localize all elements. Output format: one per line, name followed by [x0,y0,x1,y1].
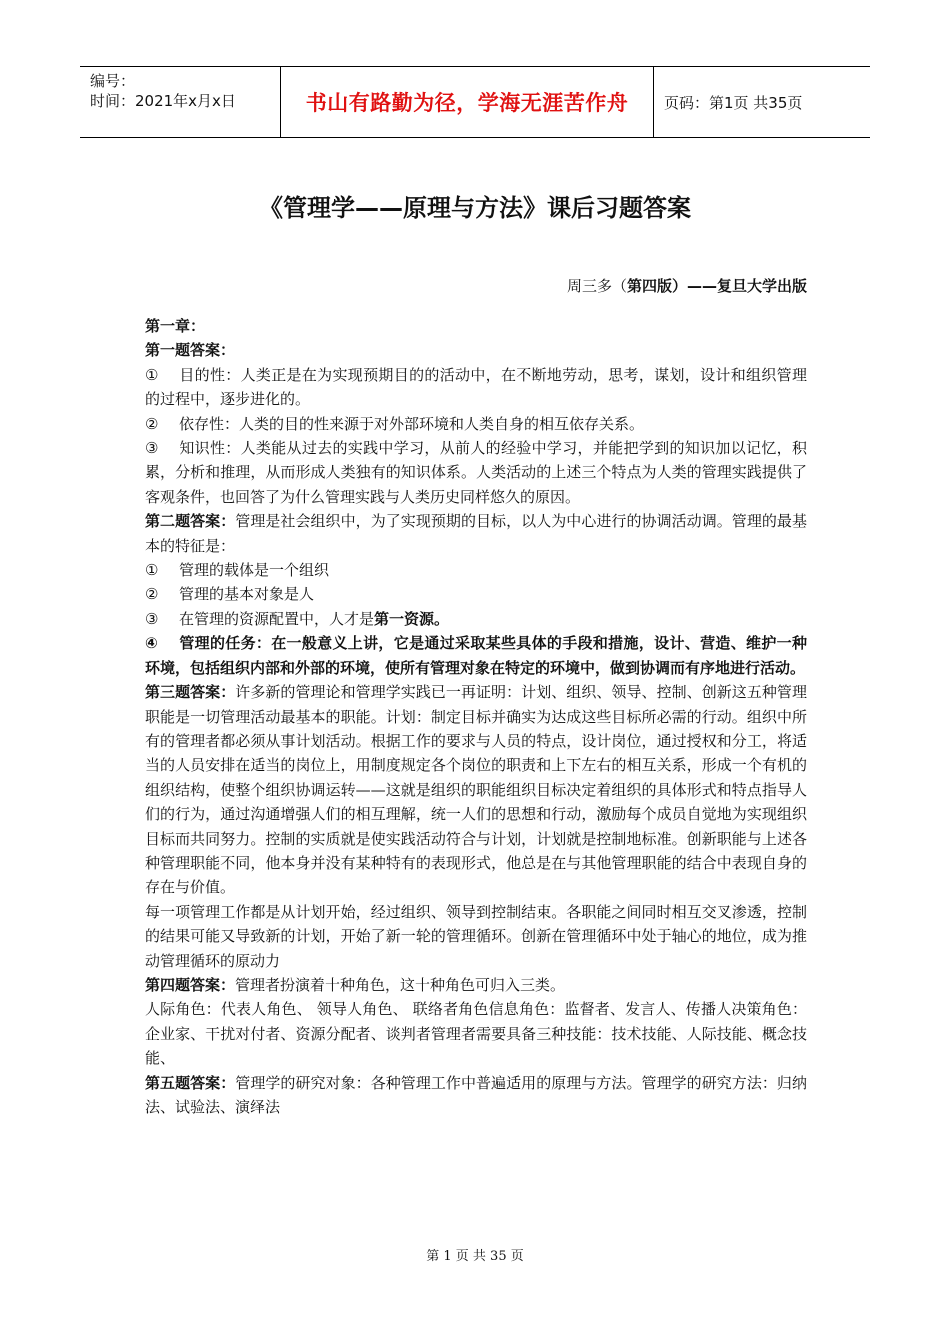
q2-item-4-text: 管理的任务：在一般意义上讲，它是通过采取某些具体的手段和措施，设计、营造、维护一种环境，包括组织内部和外部的环境，使所有管理对象在特定的环境中，做到协调而有序地进行活动。 [145,634,807,677]
chapter-heading: 第一章： [145,317,206,335]
q3-paragraph [145,680,807,900]
q4-label: 第四题答案： [145,975,236,994]
header-table [80,66,870,138]
q2-label: 第二题答案： [145,512,236,531]
q1-item-1-text: 目的性：人类正是在为实现预期目的的活动中，在不断地劳动，思考，谋划，设计和组织管理的过程中，逐步进化的。 [145,365,807,409]
q2-item-3-text: 在管理的资源配置中，人才是 [179,609,375,628]
document-title: 《管理学——原理与方法》课后习题答案 [259,194,691,222]
q5-text: 管理学的研究对象：各种管理工作中普遍适用的原理与方法。管理学的研究方法：归纳法、试验法、演绎法 [145,1073,807,1116]
q2-paragraph [145,509,807,558]
q3-text: 许多新的管理论和管理学实践已一再证明：计划、组织、领导、控制、创新这五种管理职能是一切管理活动最基本的职能。计划：制定目标并确实为达成这些目标所必需的行动。组织中所有的管理者都必须从事计划活动。根据工作的要求与人员的特点，设计岗位，通过授权和分工，将适当的人员安排在适当的岗位上，用制度规定各个岗位的职责和上下左右的相互关系，形成一个有机的组织结构，使整个组织协调运转——这就是组织的职能组织目标决定着组织的具体形式和特点指导人们的行为，通过沟通增强人们的相互理解，统一人们的思想和行动，激励每个成员自觉地为实现组织目标而共同努力。控制的实质就是使实践活动符合与计划，计划就是控制地标准。创新职能与上述各种管理职能不同，他本身并没有某种特有的表现形式，他总是在与其他管理职能的结合中表现自身的存在与价值。 [145,683,807,897]
q2-text: 管理是社会组织中，为了实现预期的目标，以人为中心进行的协调活动调。管理的最基本的特征是： [145,512,807,555]
q4-paragraph [145,973,807,997]
q2-item-2-text: 管理的基本对象是人 [179,585,315,604]
q1-item-3 [145,436,807,509]
q2-item-3 [145,607,807,631]
q2-item-1-text: 管理的载体是一个组织 [179,561,330,580]
q2-item-2 [145,582,807,606]
q1-item-1-num: ① [145,365,159,384]
q5-label: 第五题答案： [145,1073,236,1092]
q1-item-3-text: 知识性：人类能从过去的实践中学习，从前人的经验中学习，并能把学到的知识加以记忆，积累，分析和推理，从而形成人类独有的知识体系。人类活动的上述三个特点为人类的管理实践提供了客观条件，也回答了为什么管理实践与人类历史同样悠久的原因。 [145,439,807,506]
q1-item-2-text: 依存性：人类的目的性来源于对外部环境和人类自身的相互依存关系。 [179,414,645,433]
q1-label: 第一题答案： [145,341,236,360]
page-info: 页码：第1页 共35页 [664,93,803,112]
q2-item-1-num: ① [145,561,159,580]
subtitle-author: 周三多（ [566,277,627,295]
q1-item-2 [145,412,807,436]
q5-paragraph [145,1071,807,1120]
header-meta [80,67,281,137]
q1-item-3-num: ③ [145,439,159,458]
date-line: 时间：2021年x月x日 [90,92,236,110]
document-body [145,314,807,1119]
q2-item-3-emphasis: 第一资源。 [374,609,450,628]
q4-paragraph-2: 人际角色：代表人角色、 领导人角色、 联络者角色信息角色：监督者、发言人、传播人决策角色：企业家、干扰对付者、资源分配者、谈判者管理者需要具备三种技能：技术技能、人际技能、概念技能、 [145,1000,807,1068]
code-label: 编号： [90,72,136,90]
q1-item-1 [145,363,807,412]
subtitle [567,275,807,296]
q2-item-3-num: ③ [145,609,159,628]
q2-item-4-num: ④ [145,634,158,653]
q1-item-2-num: ② [145,414,159,433]
q4-text: 管理者扮演着十种角色，这十种角色可归入三类。 [235,975,566,994]
q2-item-2-num: ② [145,585,159,604]
page-footer: 第 1 页 共 35 页 [426,1249,524,1264]
subtitle-edition: 第四版）——复旦大学出版 [626,277,807,295]
motto: 书山有路勤为径，学海无涯苦作舟 [281,67,654,137]
q3-paragraph-2: 每一项管理工作都是从计划开始，经过组织、领导到控制结束。各职能之间同时相互交叉渗透，控制的结果可能又导致新的计划，开始了新一轮的管理循环。创新在管理循环中处于轴心的地位，成为推动管理循环的原动力 [145,902,807,970]
q3-label: 第三题答案： [145,683,236,702]
q2-item-1 [145,558,807,582]
q2-item-4 [145,631,807,680]
